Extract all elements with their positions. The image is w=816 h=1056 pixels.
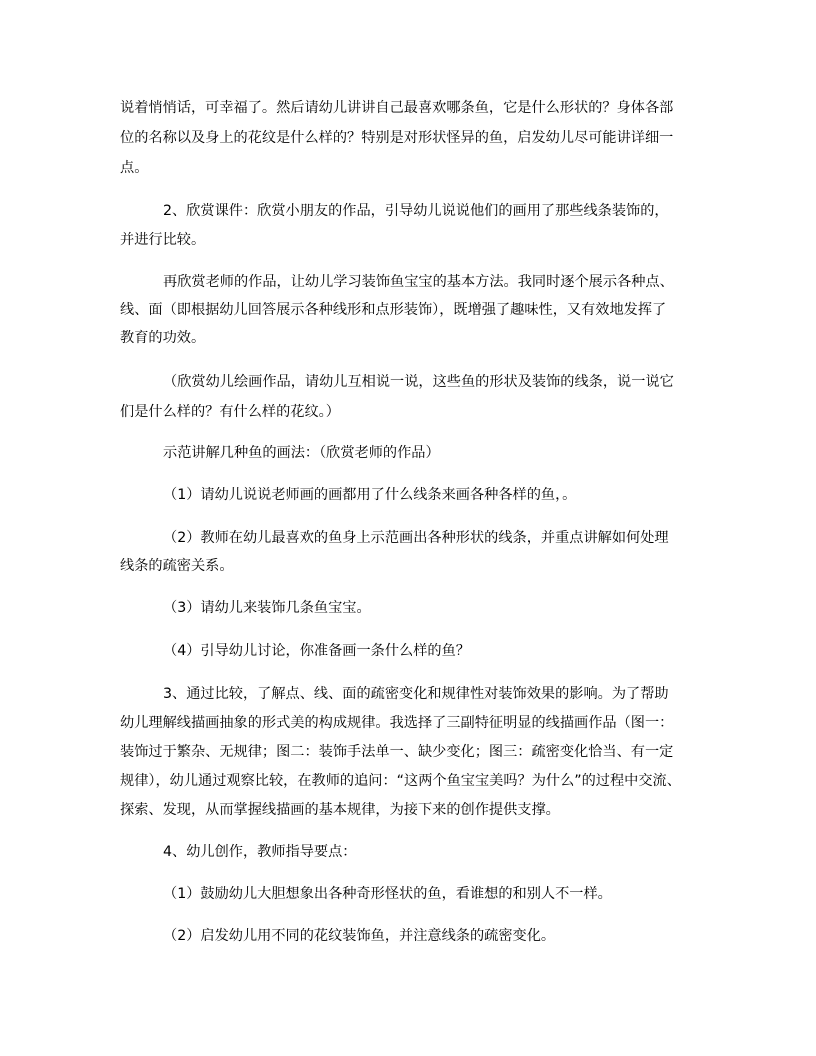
paragraph-line: 3、通过比较，了解点、线、面的疏密变化和规律性对装饰效果的影响。为了帮助	[163, 686, 669, 702]
paragraph-line: 们是什么样的？有什么样的花纹。）	[120, 404, 340, 420]
list-item: （1）鼓励幼儿大胆想象出各种奇形怪状的鱼，看谁想的和别人不一样。	[163, 886, 612, 902]
list-item: （2）启发幼儿用不同的花纹装饰鱼，并注意线条的疏密变化。	[163, 928, 556, 944]
paragraph-line: 装饰过于繁杂、无规律；图二：装饰手法单一、缺少变化；图三：疏密变化恰当、有一定	[120, 744, 674, 760]
paragraph-line: 说着悄悄话，可幸福了。然后请幼儿讲讲自己最喜欢哪条鱼，它是什么形状的？身体各部	[120, 100, 674, 116]
paragraph-line: 4、幼儿创作，教师指导要点：	[163, 844, 357, 860]
paragraph-line: 位的名称以及身上的花纹是什么样的？特别是对形状怪异的鱼，启发幼儿尽可能讲详细一	[120, 130, 674, 146]
paragraph-line: 再欣赏老师的作品，让幼儿学习装饰鱼宝宝的基本方法。我同时逐个展示各种点、	[163, 274, 674, 290]
paragraph-line: （欣赏幼儿绘画作品，请幼儿互相说一说，这些鱼的形状及装饰的线条，说一说它	[163, 374, 674, 390]
paragraph-line: 点。	[120, 160, 149, 176]
paragraph-line: 规律），幼儿通过观察比较，在教师的追问：“这两个鱼宝宝美吗？为什么”的过程中交流、	[120, 773, 681, 789]
list-item: （2）教师在幼儿最喜欢的鱼身上示范画出各种形状的线条，并重点讲解如何处理	[163, 530, 669, 546]
paragraph-line: 教育的功效。	[120, 330, 206, 346]
list-item: （4）引导幼儿讨论，你准备画一条什么样的鱼？	[163, 643, 470, 659]
list-item: （3）请幼儿来装饰几条鱼宝宝。	[163, 600, 371, 616]
paragraph-line: 幼儿理解线描画抽象的形式美的构成规律。我选择了三副特征明显的线描画作品（图一：	[120, 715, 674, 731]
paragraph-line: 示范讲解几种鱼的画法：（欣赏老师的作品）	[163, 445, 440, 461]
paragraph-line: 线、面（即根据幼儿回答展示各种线形和点形装饰），既增强了趣味性，又有效地发挥了	[120, 302, 667, 318]
paragraph-line: 探索、发现，从而掌握线描画的基本规律，为接下来的创作提供支撑。	[120, 802, 560, 818]
paragraph-line: 线条的疏密关系。	[120, 558, 234, 574]
list-item: （1）请幼儿说说老师画的画都用了什么线条来画各种各样的鱼，。	[163, 487, 577, 503]
paragraph-line: 并进行比较。	[120, 232, 206, 248]
paragraph-line: 2、欣赏课件：欣赏小朋友的作品，引导幼儿说说他们的画用了那些线条装饰的，	[163, 203, 669, 219]
